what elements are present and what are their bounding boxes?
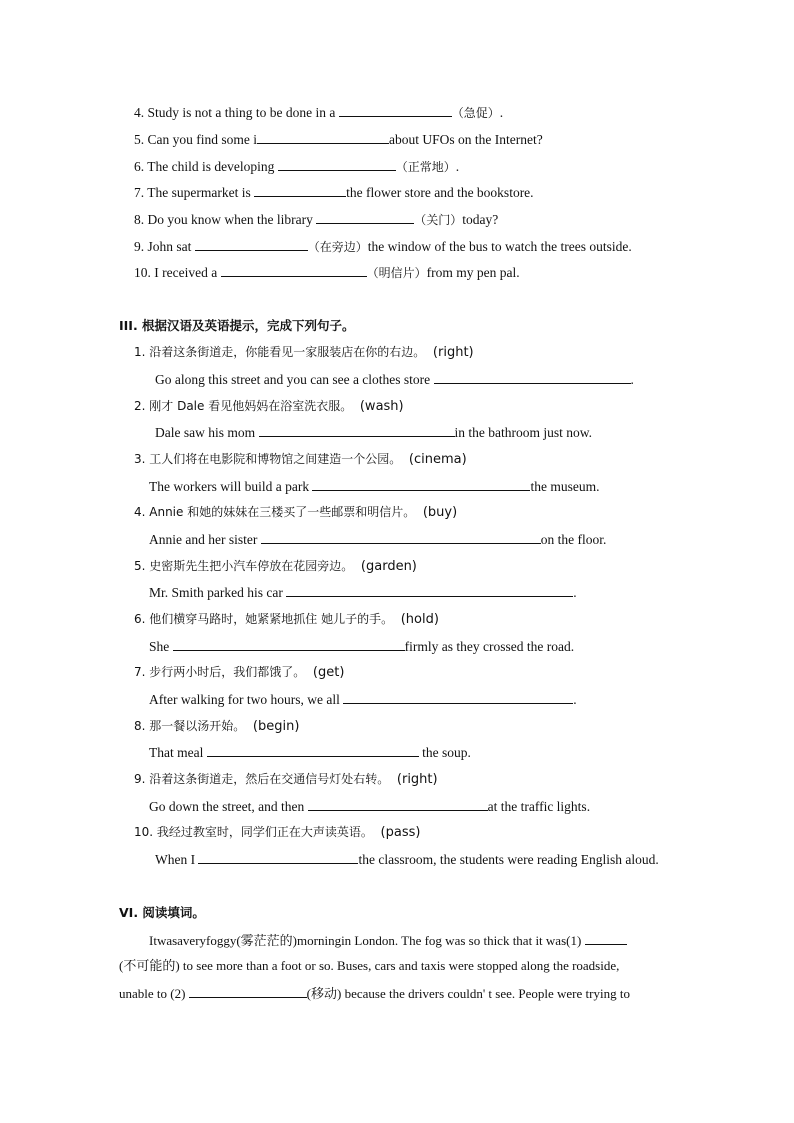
prompt-cn: 2. 刚才 Dale 看见他妈妈在浴室洗衣服。 (wash) <box>134 399 404 414</box>
prompt-en: That meal the soup. <box>149 745 471 760</box>
answer-blank[interactable] <box>339 103 452 117</box>
answer-blank[interactable] <box>585 931 627 945</box>
prompt-cn: 7. 步行两小时后，我们都饿了。 (get) <box>134 665 345 680</box>
prompt-cn: 4. Annie 和她的妹妹在三楼买了一些邮票和明信片。 (buy) <box>134 505 458 520</box>
prompt-cn: 5. 史密斯先生把小汽车停放在花园旁边。 (garden) <box>134 559 417 574</box>
answer-blank[interactable] <box>198 850 358 864</box>
item-9: 9. John sat （在旁边）the window of the bus to watch the trees outside. <box>134 239 632 254</box>
prompt-en: She firmly as they crossed the road. <box>149 639 575 654</box>
answer-blank[interactable] <box>254 183 346 197</box>
answer-blank[interactable] <box>434 370 631 384</box>
answer-blank[interactable] <box>207 743 419 757</box>
passage-line: unable to (2) (移动) because the drivers couldn' t see. People were trying to <box>119 986 630 1001</box>
answer-blank[interactable] <box>316 210 414 224</box>
prompt-en: Annie and her sister on the floor. <box>149 532 607 547</box>
passage-line: (不可能的) to see more than a foot or so. Buses, cars and taxis were stopped along the roadside, <box>119 958 620 973</box>
prompt-cn: 3. 工人们将在电影院和博物馆之间建造一个公园。 (cinema) <box>134 452 467 467</box>
prompt-cn: 1. 沿着这条街道走，你能看见一家服装店在你的右边。 (right) <box>134 345 474 360</box>
answer-blank[interactable] <box>343 690 573 704</box>
answer-blank[interactable] <box>221 263 367 277</box>
prompt-cn: 8. 那一餐以汤开始。 (begin) <box>134 719 300 734</box>
prompt-en: Go along this street and you can see a clothes store . <box>155 372 634 387</box>
item-8: 8. Do you know when the library （关门）today? <box>134 212 499 227</box>
prompt-cn: 6. 他们横穿马路时，她紧紧地抓住 她儿子的手。 (hold) <box>134 612 439 627</box>
answer-blank[interactable] <box>189 984 307 998</box>
item-6: 6. The child is developing （正常地）. <box>134 159 460 174</box>
answer-blank[interactable] <box>286 583 573 597</box>
answer-blank[interactable] <box>257 130 389 144</box>
item-4: 4. Study is not a thing to be done in a （急促）. <box>134 105 504 120</box>
prompt-cn: 9. 沿着这条街道走，然后在交通信号灯处右转。 (right) <box>134 772 438 787</box>
prompt-en: When I the classroom, the students were reading English aloud. <box>155 852 659 867</box>
item-5: 5. Can you find some i about UFOs on the Internet? <box>134 132 543 147</box>
answer-blank[interactable] <box>261 530 541 544</box>
prompt-en: Mr. Smith parked his car . <box>149 585 577 600</box>
item-10: 10. I received a （明信片）from my pen pal. <box>134 265 520 280</box>
answer-blank[interactable] <box>308 797 488 811</box>
answer-blank[interactable] <box>312 477 530 491</box>
prompt-en: Dale saw his mom in the bathroom just now. <box>155 425 592 440</box>
answer-blank[interactable] <box>195 237 308 251</box>
answer-blank[interactable] <box>278 157 396 171</box>
section-heading: VI. 阅读填词。 <box>119 905 205 920</box>
prompt-en: The workers will build a park the museum. <box>149 479 600 494</box>
section-heading: III. 根据汉语及英语提示，完成下列句子。 <box>119 318 355 333</box>
passage-line: Itwasaveryfoggy(雾茫茫的)morningin London. The fog was so thick that it was(1) <box>149 931 627 950</box>
prompt-en: Go down the street, and then at the traffic lights. <box>149 799 591 814</box>
item-7: 7. The supermarket is the flower store and the bookstore. <box>134 185 534 200</box>
answer-blank[interactable] <box>259 423 455 437</box>
prompt-en: After walking for two hours, we all . <box>149 692 577 707</box>
prompt-cn: 10. 我经过教室时，同学们正在大声读英语。 (pass) <box>134 825 421 840</box>
answer-blank[interactable] <box>173 637 405 651</box>
